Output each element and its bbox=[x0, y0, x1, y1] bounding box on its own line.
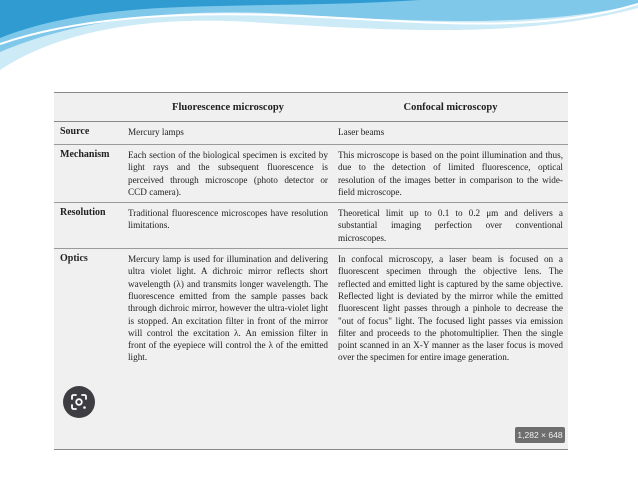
header-empty bbox=[54, 93, 123, 122]
table-row bbox=[54, 145, 568, 203]
confocal-cell: In confocal microscopy, a laser beam is focused on a fluorescent specimen through the objective lens. The reflected and emitted light is captured by the same objective. Reflected light is deviated by the mirror while the emitted fluorescent light passes through a pinhole to decrease the "out of focus" light. The focused light passes via emission filter and proceeds to the photomultiplier. Then the single point scanned in an X-Y manner as the laser focus is moved over the specimen for entire image generation. bbox=[338, 254, 563, 363]
fluorescence-cell: Mercury lamps bbox=[123, 122, 333, 145]
row-label: Resolution bbox=[54, 203, 123, 249]
row-label: Mechanism bbox=[54, 145, 123, 203]
header-confocal: Confocal microscopy bbox=[333, 93, 568, 122]
google-lens-button[interactable] bbox=[63, 386, 95, 418]
table-header-row bbox=[54, 93, 568, 122]
header-fluorescence: Fluorescence microscopy bbox=[123, 93, 333, 122]
confocal-cell: This microscope is based on the point illumination and thus, due to the detection of limited fluorescence, optical resolution of the images better in comparison to the wide-field microscope. bbox=[333, 145, 568, 203]
row-label: Source bbox=[54, 122, 123, 145]
decorative-wave-header bbox=[0, 0, 638, 80]
confocal-cell: Laser beams bbox=[333, 122, 568, 145]
table-row bbox=[54, 203, 568, 249]
fluorescence-cell: Mercury lamp is used for illumination and delivering ultra violet light. A dichroic mirror reflects short wavelength (λ) and transmits longer wavelength. The fluorescence emitted from the sample passes back through dichroic mirror, however the ultra-violet light is stopped. An excitation filter in front of the mirror will control the excitation λ. An emission filter in front of the eyepiece will control the λ of the emitted light. bbox=[128, 254, 328, 363]
google-lens-icon bbox=[70, 393, 88, 411]
fluorescence-cell: Each section of the biological specimen is excited by light rays and the subsequent fluorescence is perceived through microscope (photo detector or CCD camera). bbox=[123, 145, 333, 203]
comparison-table-image bbox=[54, 92, 568, 450]
fluorescence-cell: Traditional fluorescence microscopes have resolution limitations. bbox=[123, 203, 333, 249]
table-row bbox=[54, 249, 568, 368]
row-label: Optics bbox=[60, 253, 88, 265]
image-size-badge: 1,282 × 648 bbox=[515, 427, 565, 443]
comparison-table bbox=[54, 93, 568, 368]
table-row bbox=[54, 122, 568, 145]
confocal-cell: Theoretical limit up to 0.1 to 0.2 μm and delivers a substantial imaging perfection over conventional microscopes. bbox=[333, 203, 568, 249]
